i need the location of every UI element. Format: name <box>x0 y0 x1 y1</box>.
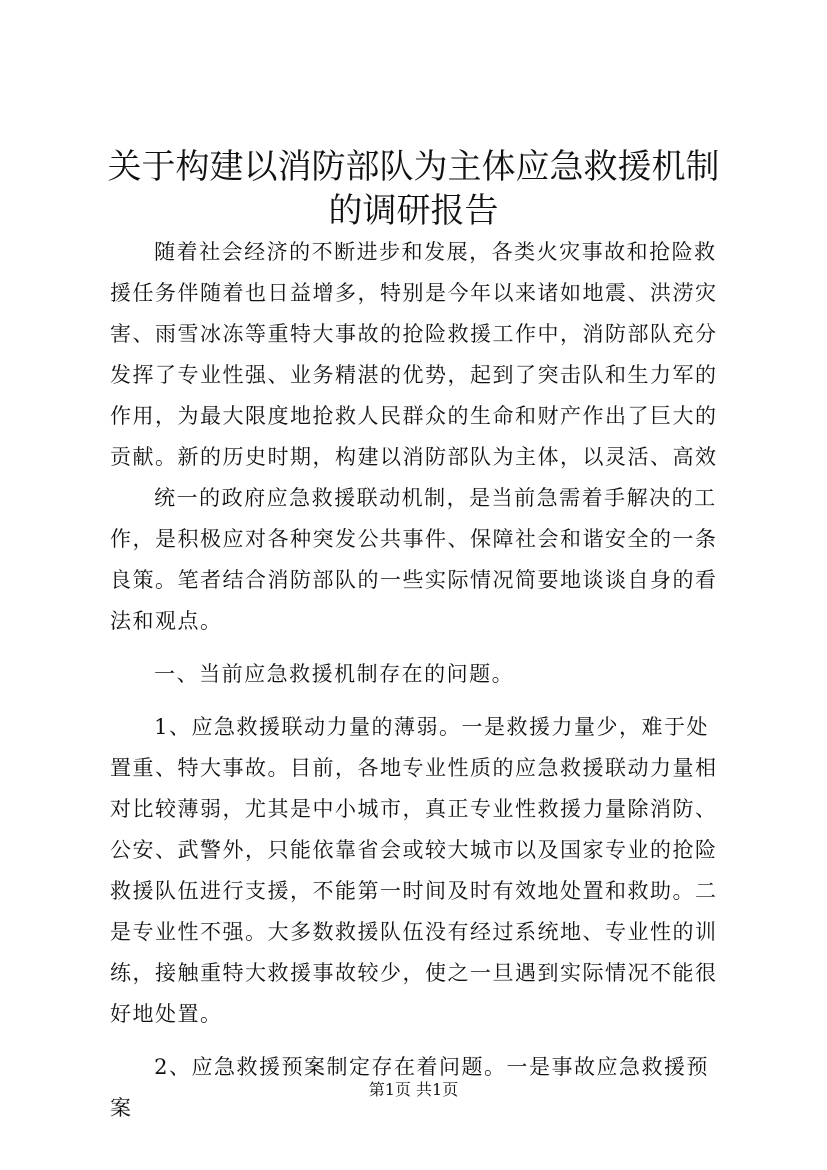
paragraph-intro: 随着社会经济的不断进步和发展，各类火灾事故和抢险救援任务伴随着也日益增多，特别是今年以来诸如地震、洪涝灾害、雨雪冰冻等重特大事故的抢险救援工作中，消防部队充分发挥了专业性强、业务精湛的优势，起到了突击队和生力军的作用，为最大限度地抢救人民群众的生命和财产作出了巨大的贡献。新的历史时期，构建以消防部队为主体，以灵活、高效 <box>110 240 718 469</box>
paragraph-point-1: 1、应急救援联动力量的薄弱。一是救援力量少，难于处置重、特大事故。目前，各地专业性质的应急救援联动力量相对比较薄弱，尤其是中小城市，真正专业性救援力量除消防、公安、武警外，只能依靠省会或较大城市以及国家专业的抢险救援队伍进行支援，不能第一时间及时有效地处置和救助。二是专业性不强。大多数救援队伍没有经过系统地、专业性的训练，接触重特大救援事故较少，使之一旦遇到实际情况不能很好地处置。 <box>110 715 718 1026</box>
section-heading-problems: 一、当前应急救援机制存在的问题。 <box>154 662 515 686</box>
page-footer: 第1页 共1页 <box>368 1080 459 1099</box>
document-body <box>110 232 730 1129</box>
paragraph-continuation: 统一的政府应急救援联动机制，是当前急需着手解决的工作，是积极应对各种突发公共事件、保障社会和谐安全的一条良策。笔者结合消防部队的一些实际情况简要地谈谈自身的看法和观点。 <box>110 486 718 633</box>
paragraph-point-2: 2、应急救援预案制定存在着问题。一是事故应急救援预案 <box>110 1055 709 1120</box>
document-title: 关于构建以消防部队为主体应急救援机制的调研报告 <box>107 147 720 231</box>
